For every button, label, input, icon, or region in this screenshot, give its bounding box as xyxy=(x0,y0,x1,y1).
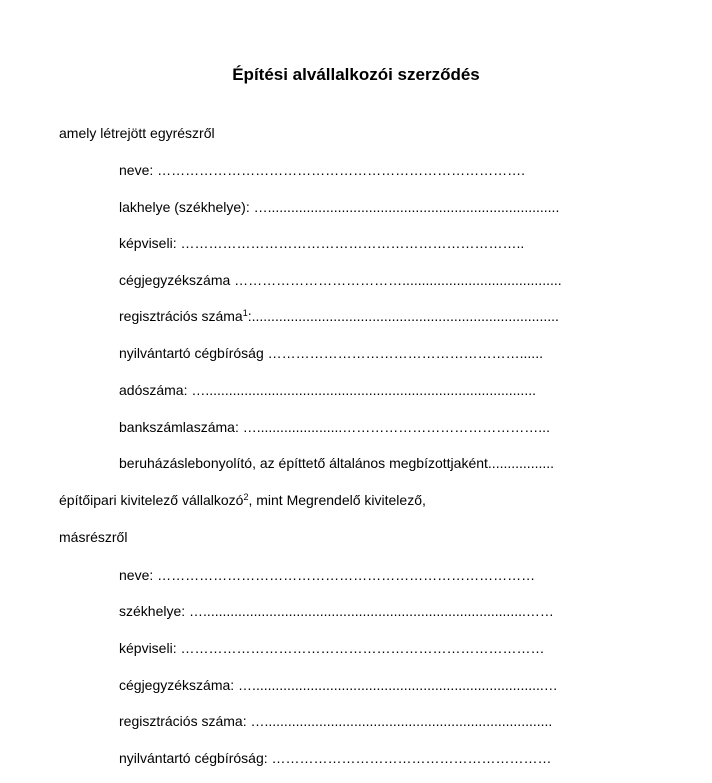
intro-second-party: másrészről xyxy=(59,529,128,545)
first-party-registration-number-field xyxy=(119,307,559,325)
document-title: Építési alvállalkozói szerződés xyxy=(232,65,480,84)
first-party-court-field: nyilvántartó cégbíróság ………………………………………………...... xyxy=(119,345,543,361)
first-party-representative-field: képviseli: ……………………………………………………………….. xyxy=(119,235,525,251)
second-party-registration-number-field: regisztrációs száma: ….......................................................................... xyxy=(119,713,553,729)
intro-first-party: amely létrejött egyrészről xyxy=(59,125,215,141)
second-party-representative-field: képviseli: …………………………………………………………………… xyxy=(119,640,545,656)
role-text-a: építőipari kivitelező vállalkozó xyxy=(59,492,244,508)
second-party-name-field: neve: ……………………………………………………………………… xyxy=(119,567,536,583)
footnote-ref-1: 1 xyxy=(242,308,248,318)
role-text-b: , mint Megrendelő kivitelező, xyxy=(248,492,426,508)
registration-dots: :............................................................................... xyxy=(247,308,559,324)
footnote-ref-2: 2 xyxy=(243,492,249,502)
second-party-address-field: székhelye: …...................................................................................…… xyxy=(119,603,554,619)
first-party-bank-account-field: bankszámlaszáma: …......................……………………………………... xyxy=(119,419,550,435)
first-party-role-statement xyxy=(59,491,426,509)
first-party-company-reg-field: cégjegyzékszáma ………………………………......................................... xyxy=(119,272,562,288)
first-party-name-field: neve: ……………………………………………………………………. xyxy=(119,162,526,178)
first-party-role-field: beruházáslebonyolító, az építtető általános megbízottjaként................. xyxy=(119,455,555,471)
first-party-tax-number-field: adószáma: …..................................................................................... xyxy=(119,382,536,398)
first-party-address-field: lakhelye (székhelye): …........................................................................... xyxy=(119,199,560,215)
registration-label: regisztrációs száma xyxy=(119,308,243,324)
second-party-court-field: nyilvántartó cégbíróság: …………………………………………………… xyxy=(119,750,552,766)
second-party-company-reg-field: cégjegyzékszáma: …...........................................................................… xyxy=(119,677,558,693)
